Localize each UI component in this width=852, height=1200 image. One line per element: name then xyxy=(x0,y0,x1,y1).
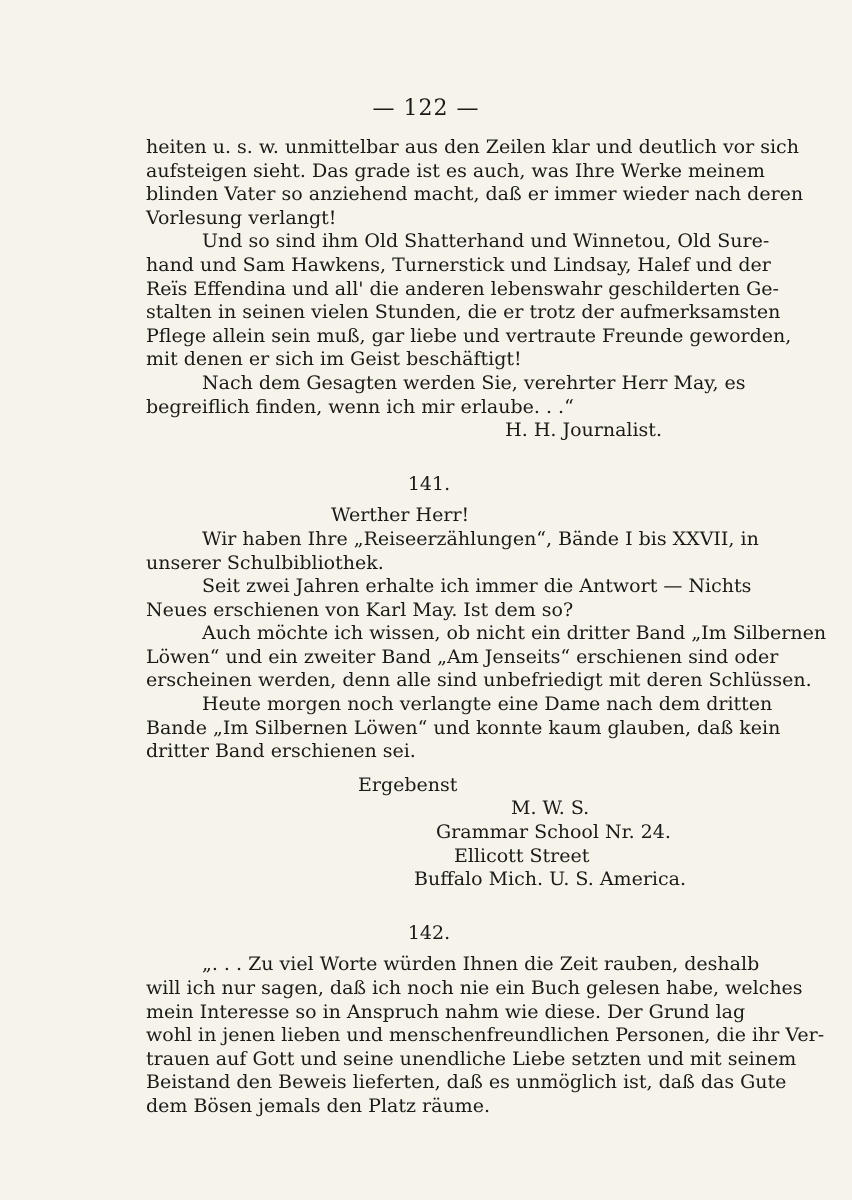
address-line: Buffalo Mich. U. S. America. xyxy=(414,868,686,891)
letter-number-142: 142. xyxy=(407,921,451,944)
text-line: Und so sind ihm Old Shatterhand und Winnetou, Old Sure- xyxy=(202,230,770,253)
text-line: dritter Band erschienen sei. xyxy=(146,740,416,763)
text-line: Wir haben Ihre „Reiseerzählungen“, Bände I bis XXVII, in xyxy=(202,527,759,550)
address-line: Ellicott Street xyxy=(454,844,590,867)
text-line: Seit zwei Jahren erhalte ich immer die Antwort — Nichts xyxy=(202,575,752,598)
text-line: heiten u. s. w. unmittelbar aus den Zeilen klar und deutlich vor sich xyxy=(146,136,799,158)
text-line: aufsteigen sieht. Das grade ist es auch, was Ihre Werke meinem xyxy=(146,159,765,182)
letter-closing: Ergebenst xyxy=(358,773,458,796)
text-line: Neues erschienen von Karl May. Ist dem so? xyxy=(146,598,574,621)
text-line: unserer Schulbibliothek. xyxy=(146,551,384,574)
text-line: begreiflich finden, wenn ich mir erlaube. . .“ xyxy=(146,395,574,418)
text-line: hand und Sam Hawkens, Turnerstick und Lindsay, Halef und der xyxy=(146,253,771,276)
text-line: Auch möchte ich wissen, ob nicht ein dritter Band „Im Silbernen xyxy=(202,622,827,645)
text-line: stalten in seinen vielen Stunden, die er trotz der aufmerksamsten xyxy=(146,301,781,324)
text-line: Reïs Effendina und all' die anderen lebenswahr geschilderten Ge- xyxy=(146,277,779,300)
page-body xyxy=(146,136,827,1119)
text-line: Bande „Im Silbernen Löwen“ und konnte kaum glauben, daß kein xyxy=(146,716,781,739)
address-line: Grammar School Nr. 24. xyxy=(436,821,671,844)
text-line: erscheinen werden, denn alle sind unbefriedigt mit deren Schlüssen. xyxy=(146,669,812,692)
text-line: mit denen er sich im Geist beschäftigt! xyxy=(146,348,522,371)
text-line: Löwen“ und ein zweiter Band „Am Jenseits“ erschienen sind oder xyxy=(146,645,779,668)
signature-140: H. H. Journalist. xyxy=(505,419,662,442)
text-line: Pflege allein sein muß, gar liebe und vertraute Freunde geworden, xyxy=(146,324,792,347)
text-line: Heute morgen noch verlangte eine Dame nach dem dritten xyxy=(202,693,773,716)
text-line: blinden Vater so anziehend macht, daß er immer wieder nach deren xyxy=(146,183,804,206)
text-line: will ich nur sagen, daß ich noch nie ein Buch gelesen habe, welches xyxy=(146,977,803,999)
text-line: mein Interesse so in Anspruch nahm wie diese. Der Grund lag xyxy=(146,1000,746,1023)
text-line: „. . . Zu viel Worte würden Ihnen die Zeit rauben, deshalb xyxy=(202,953,760,976)
letter-signature: M. W. S. xyxy=(511,797,590,820)
page-number: — 122 — xyxy=(372,96,480,121)
letter-number-141: 141. xyxy=(407,472,451,495)
text-line: Beistand den Beweis lieferten, daß es unmöglich ist, daß das Gute xyxy=(146,1071,787,1094)
text-line: dem Bösen jemals den Platz räume. xyxy=(146,1094,490,1117)
text-line: Nach dem Gesagten werden Sie, verehrter Herr May, es xyxy=(202,371,746,394)
text-line: wohl in jenen lieben und menschenfreundlichen Personen, die ihr Ver- xyxy=(146,1024,825,1047)
text-line: Vorlesung verlangt! xyxy=(146,206,337,229)
text-line: trauen auf Gott und seine unendliche Liebe setzten und mit seinem xyxy=(146,1047,797,1070)
letter-greeting: Werther Herr! xyxy=(331,504,470,527)
